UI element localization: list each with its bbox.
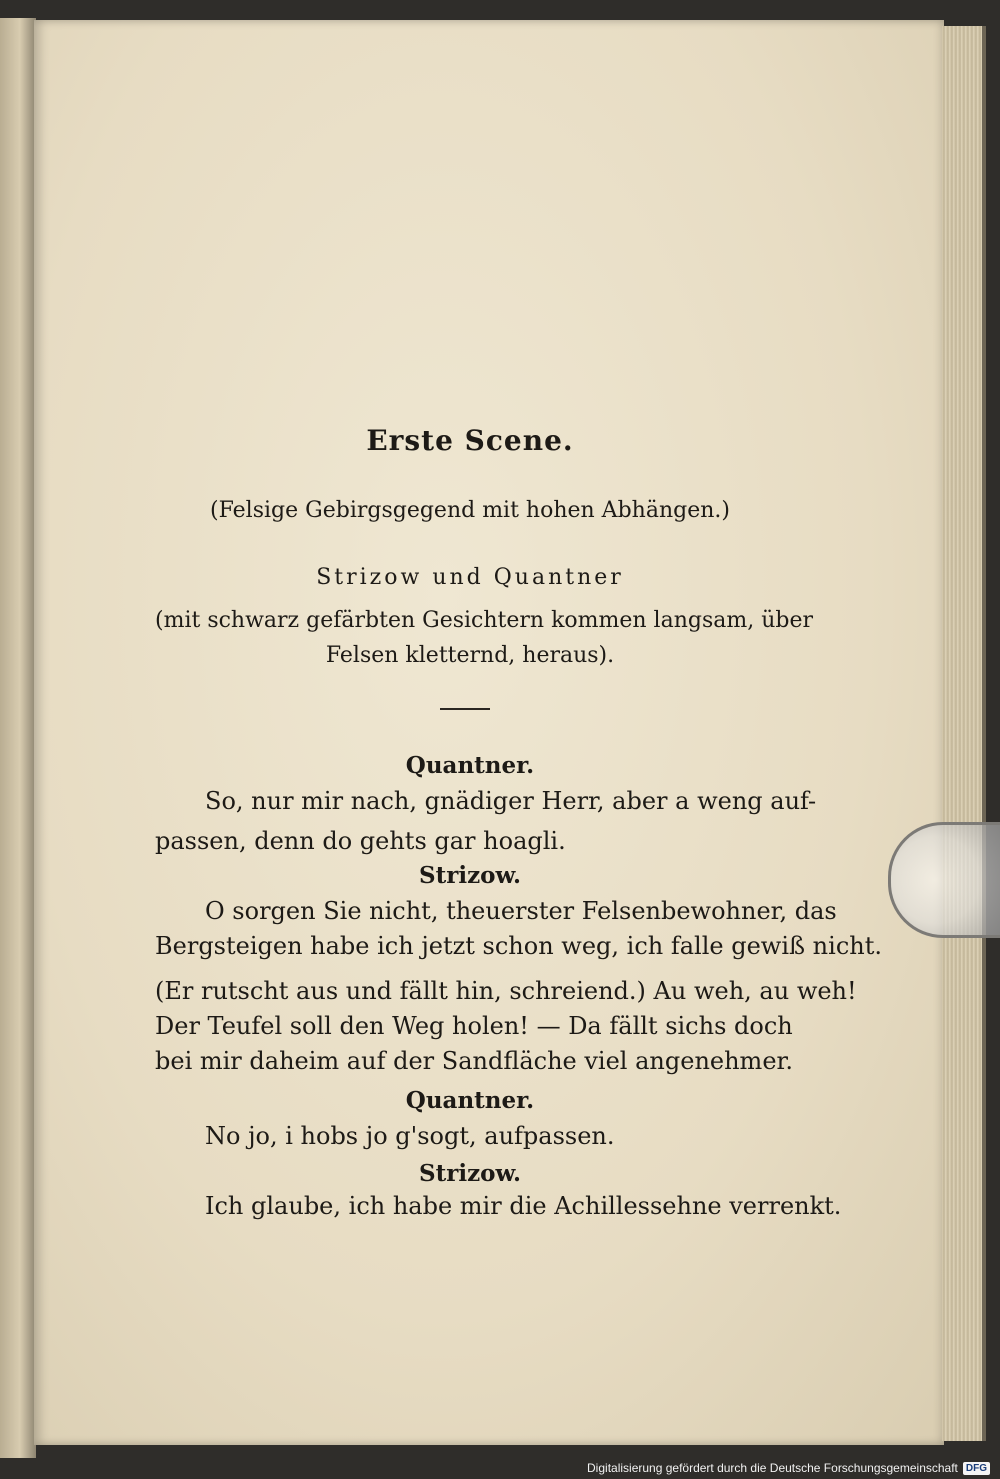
dialogue-line: No jo, i hobs jo g'sogt, aufpassen. bbox=[205, 1122, 615, 1150]
dfg-logo: DFG bbox=[963, 1462, 990, 1475]
scene-characters: Strizow und Quantner bbox=[316, 565, 624, 590]
speaker-name: Quantner. bbox=[405, 1087, 535, 1114]
dialogue-line: bei mir daheim auf der Sandfläche viel angenehmer. bbox=[155, 1047, 793, 1075]
speaker-name: Strizow. bbox=[419, 862, 521, 889]
dialogue-line: Ich glaube, ich habe mir die Achillessehne verrenkt. bbox=[205, 1192, 842, 1220]
dialogue-line: passen, denn do gehts gar hoagli. bbox=[155, 827, 566, 855]
glass-page-weight bbox=[888, 822, 1000, 938]
scene-setting: (Felsige Gebirgsgegend mit hohen Abhängen.) bbox=[210, 498, 730, 523]
dialogue-line: Der Teufel soll den Weg holen! — Da fällt sichs doch bbox=[155, 1012, 793, 1040]
scene-title: Erste Scene. bbox=[366, 424, 574, 457]
dialogue-line: O sorgen Sie nicht, theuerster Felsenbewohner, das bbox=[205, 897, 837, 925]
dialogue-line: Bergsteigen habe ich jetzt schon weg, ich falle gewiß nicht. bbox=[155, 932, 882, 960]
speaker-name: Quantner. bbox=[405, 752, 535, 779]
digitization-credit bbox=[587, 1461, 990, 1475]
dialogue-line: (Er rutscht aus und fällt hin, schreiend.) Au weh, au weh! bbox=[155, 977, 857, 1005]
speaker-name: Strizow. bbox=[419, 1160, 521, 1187]
stage-direction-line: (mit schwarz gefärbten Gesichtern kommen langsam, über bbox=[155, 608, 814, 633]
facing-page-edge bbox=[0, 18, 36, 1458]
section-divider bbox=[440, 708, 490, 710]
book-page bbox=[34, 20, 944, 1445]
page-stack-edge bbox=[942, 26, 986, 1441]
credit-text: Digitalisierung gefördert durch die Deutsche Forschungsgemeinschaft bbox=[587, 1461, 958, 1475]
stage-direction-line: Felsen kletternd, heraus). bbox=[325, 643, 615, 668]
dialogue-line: So, nur mir nach, gnädiger Herr, aber a weng auf- bbox=[205, 787, 817, 815]
